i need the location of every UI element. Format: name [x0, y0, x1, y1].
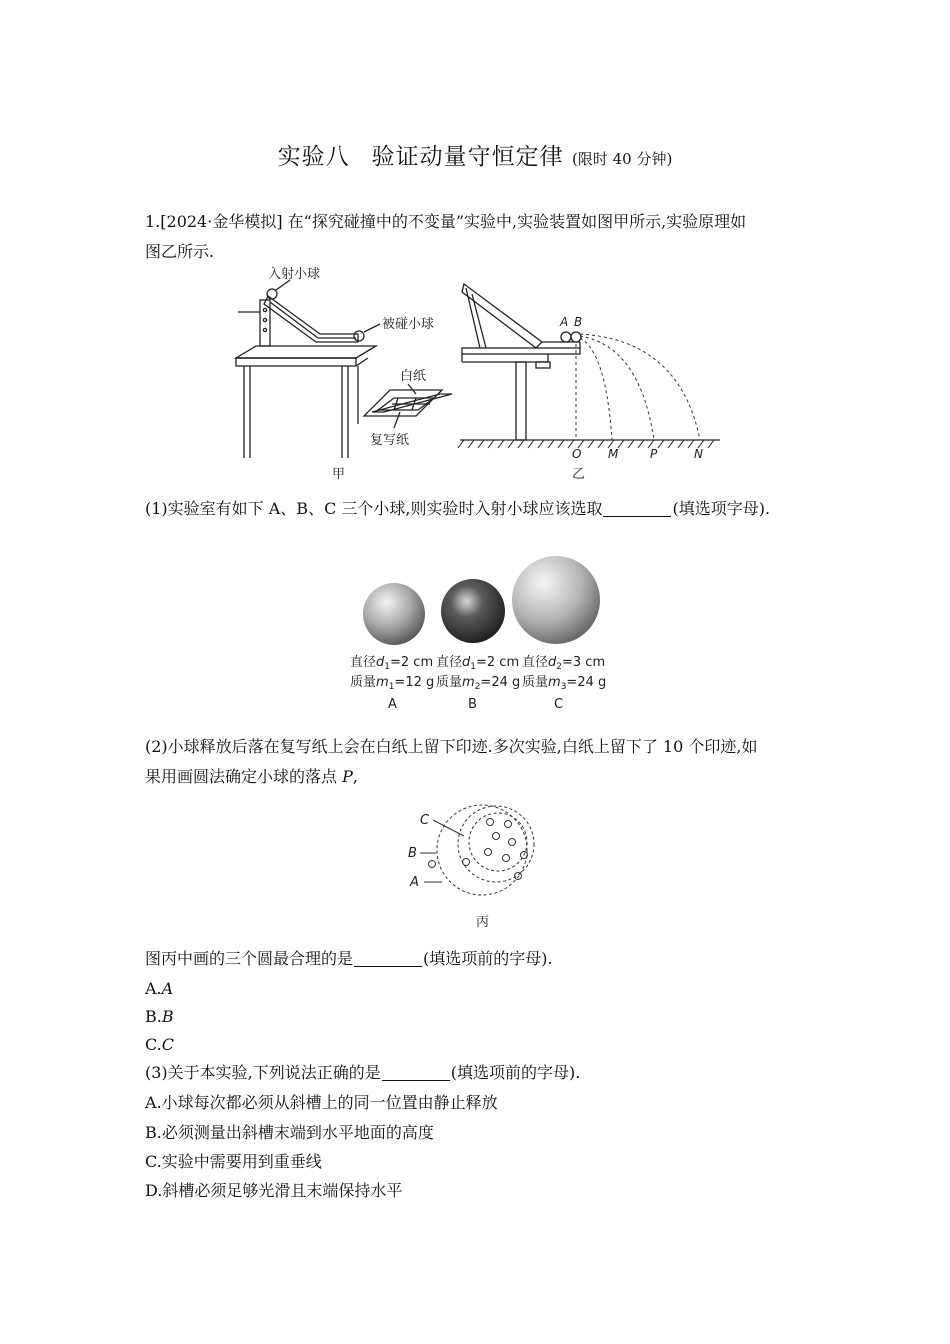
title-time-limit: (限时 40 分钟)	[571, 150, 673, 168]
part2-line2-text: 果用画圆法确定小球的落点	[145, 767, 343, 786]
page-title	[0, 138, 950, 171]
ball-a-letter: A	[388, 697, 397, 712]
part1-text: (1)实验室有如下 A、B、C 三个小球,则实验时入射小球应该选取	[145, 499, 603, 518]
part3-option-b[interactable]: B.必须测量出斜槽末端到水平地面的高度	[145, 1123, 434, 1142]
ball-b-mass: 质量$m_2=24$ g	[436, 675, 521, 692]
ball-a-image	[363, 583, 425, 645]
part2-answer-blank[interactable]	[354, 950, 422, 967]
ball-c-mass: 质量$m_3=24$ g	[522, 675, 607, 692]
label-ball-b: B	[574, 315, 583, 329]
part3-question-text: (3)关于本实验,下列说法正确的是	[145, 1063, 381, 1082]
point-n: N	[694, 447, 703, 461]
part2-option-c[interactable]: C.C	[145, 1035, 175, 1054]
label-target-ball: 被碰小球	[382, 317, 435, 332]
ball-c-diameter: 直径$d_2=3$ cm	[522, 655, 606, 672]
circle-a	[437, 805, 527, 895]
caption-yi: 乙	[572, 467, 586, 482]
ball-c-letter: C	[554, 697, 564, 712]
label-white-paper: 白纸	[400, 369, 427, 384]
caption-bing: 丙	[476, 915, 490, 930]
ball-a-diameter: 直径$d_1=2$ cm	[350, 655, 434, 672]
title-name: 验证动量守恒定律	[371, 144, 564, 170]
circle-label-a: A	[410, 875, 419, 890]
part3-option-c[interactable]: C.实验中需要用到重垂线	[145, 1152, 322, 1171]
point-o: O	[572, 447, 582, 461]
part3-question-end: (填选项前的字母).	[450, 1063, 581, 1082]
label-ball-a: A	[560, 315, 569, 329]
ball-c-image	[512, 556, 600, 644]
apparatus-figure	[230, 262, 730, 484]
part2-line2-comma: ,	[352, 767, 358, 786]
part3-option-a[interactable]: A.小球每次都必须从斜槽上的同一位置由静止释放	[145, 1093, 498, 1112]
part1-question	[145, 498, 770, 520]
label-incident-ball: 入射小球	[268, 267, 321, 282]
balls-figure	[340, 548, 610, 714]
part2-option-a[interactable]: A.A	[145, 979, 174, 998]
circle-label-c: C	[420, 813, 430, 828]
part1-answer-blank[interactable]	[603, 500, 671, 517]
label-carbon-paper: 复写纸	[370, 433, 410, 448]
part3-question	[145, 1062, 580, 1084]
ball-b-letter: B	[468, 697, 477, 712]
part2-line1: (2)小球释放后落在复写纸上会在白纸上留下印迹.多次实验,白纸上留下了 10 个印迹,如	[145, 737, 758, 756]
part2-question	[145, 948, 553, 970]
ball-b-image	[441, 579, 505, 643]
part2-question-end: (填选项前的字母).	[423, 949, 553, 968]
part2-line2	[145, 766, 358, 788]
ball-a-mass: 质量$m_1=12$ g	[350, 675, 435, 692]
part3-option-d[interactable]: D.斜槽必须足够光滑且末端保持水平	[145, 1181, 403, 1200]
part2-option-b[interactable]: B.B	[145, 1007, 174, 1026]
part2-question-text: 图丙中画的三个圆最合理的是	[145, 949, 354, 968]
title-main: 实验八	[277, 144, 350, 170]
circle-label-b: B	[408, 846, 417, 861]
point-p: P	[650, 447, 658, 461]
part1-text-end: (填选项字母).	[672, 499, 771, 518]
question-1-stem-line2: 图乙所示.	[145, 242, 215, 261]
var-p: P	[342, 767, 353, 786]
ball-b-diameter: 直径$d_1=2$ cm	[436, 655, 520, 672]
part3-answer-blank[interactable]	[382, 1064, 450, 1081]
circle-c	[469, 813, 527, 871]
circle-method-figure	[400, 800, 560, 934]
question-1-stem-line1: 1.[2024·金华模拟] 在“探究碰撞中的不变量”实验中,实验装置如图甲所示,实验原理如	[145, 212, 747, 231]
caption-jia: 甲	[332, 467, 346, 482]
point-m: M	[608, 447, 619, 461]
